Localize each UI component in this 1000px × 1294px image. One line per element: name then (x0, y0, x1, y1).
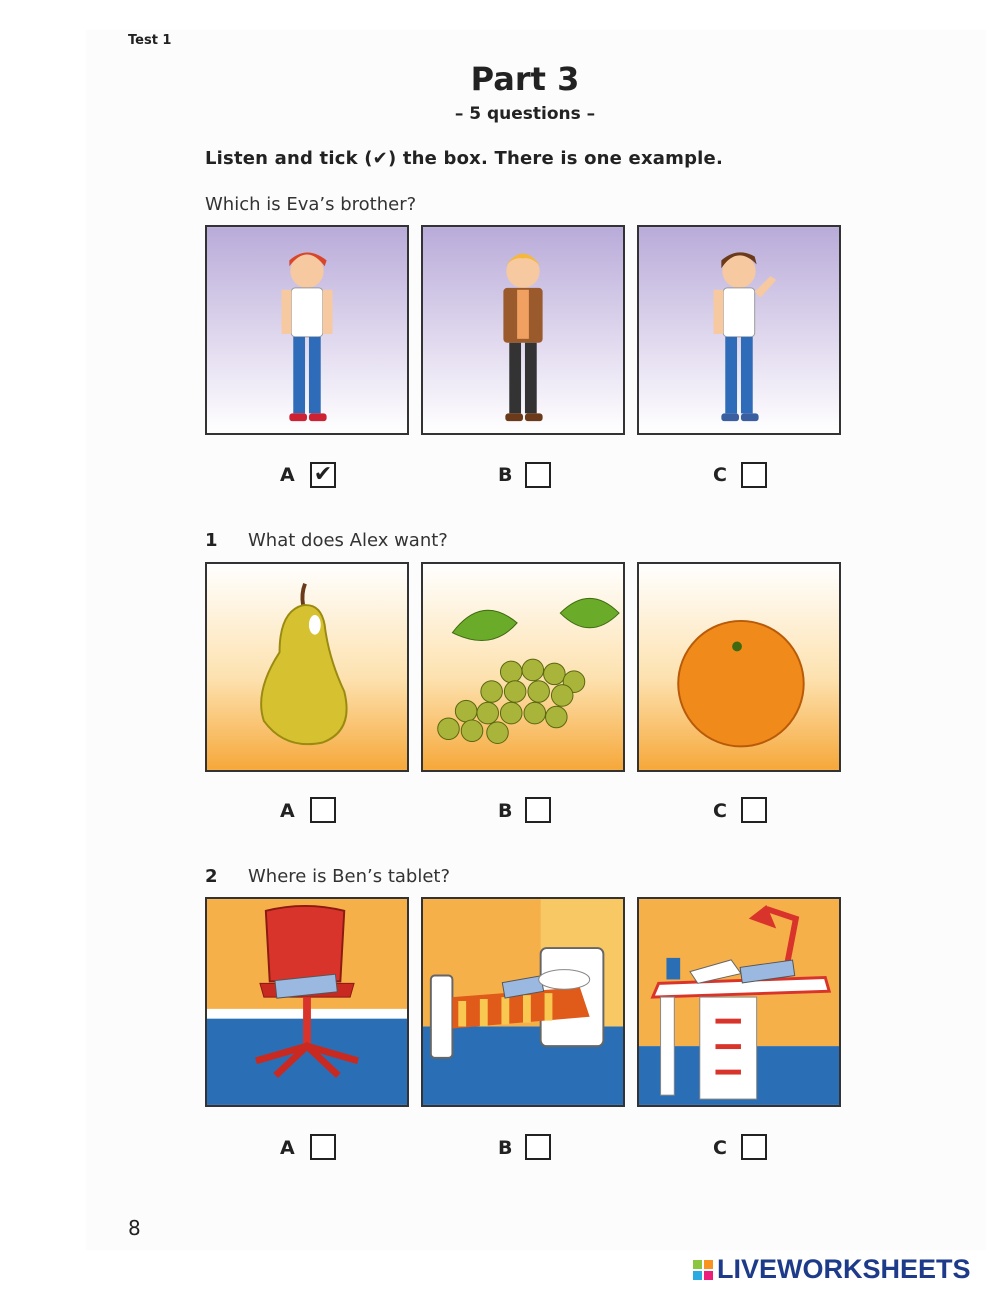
page-number: 8 (128, 1216, 141, 1240)
picture-boy-brown-jacket (421, 225, 625, 435)
question-1-number: 1 (205, 530, 218, 551)
question-2-text: Where is Ben’s tablet? (248, 866, 451, 887)
brand-name: LIVEWORKSHEETS (717, 1254, 971, 1284)
picture-tablet-on-chair (205, 897, 409, 1107)
question-1-checkbox-c[interactable] (741, 797, 767, 823)
picture-boy-waving (637, 225, 841, 435)
example-option-a-label: A (280, 464, 295, 486)
picture-boy-red-cap (205, 225, 409, 435)
question-1-option-c-label: C (713, 800, 727, 822)
part-subtitle: – 5 questions – (454, 104, 596, 124)
instruction-text: Listen and tick (✔) the box. There is one example. (205, 148, 723, 169)
question-1-checkbox-b[interactable] (525, 797, 551, 823)
example-option-c-label: C (713, 464, 727, 486)
question-2-number: 2 (205, 866, 218, 887)
picture-tablet-on-desk (637, 897, 841, 1107)
question-2-checkbox-b[interactable] (525, 1134, 551, 1160)
question-2-option-b-label: B (498, 1137, 513, 1159)
question-1-option-a-label: A (280, 800, 295, 822)
example-checkbox-a-ticked: ✔ (310, 462, 336, 488)
question-2-checkbox-a[interactable] (310, 1134, 336, 1160)
picture-tablet-on-bed (421, 897, 625, 1107)
picture-grapes (421, 562, 625, 772)
question-1-text: What does Alex want? (248, 530, 448, 551)
liveworksheets-logo (692, 1254, 971, 1285)
test-label: Test 1 (128, 33, 172, 48)
question-2-checkbox-c[interactable] (741, 1134, 767, 1160)
part-title: Part 3 (470, 60, 580, 98)
picture-pear (205, 562, 409, 772)
example-checkbox-b (525, 462, 551, 488)
question-2-option-c-label: C (713, 1137, 727, 1159)
example-checkbox-c (741, 462, 767, 488)
question-1-option-b-label: B (498, 800, 513, 822)
liveworksheets-icon (692, 1259, 714, 1281)
question-2-option-a-label: A (280, 1137, 295, 1159)
question-1-checkbox-a[interactable] (310, 797, 336, 823)
picture-orange (637, 562, 841, 772)
example-option-b-label: B (498, 464, 513, 486)
example-question: Which is Eva’s brother? (205, 194, 417, 215)
